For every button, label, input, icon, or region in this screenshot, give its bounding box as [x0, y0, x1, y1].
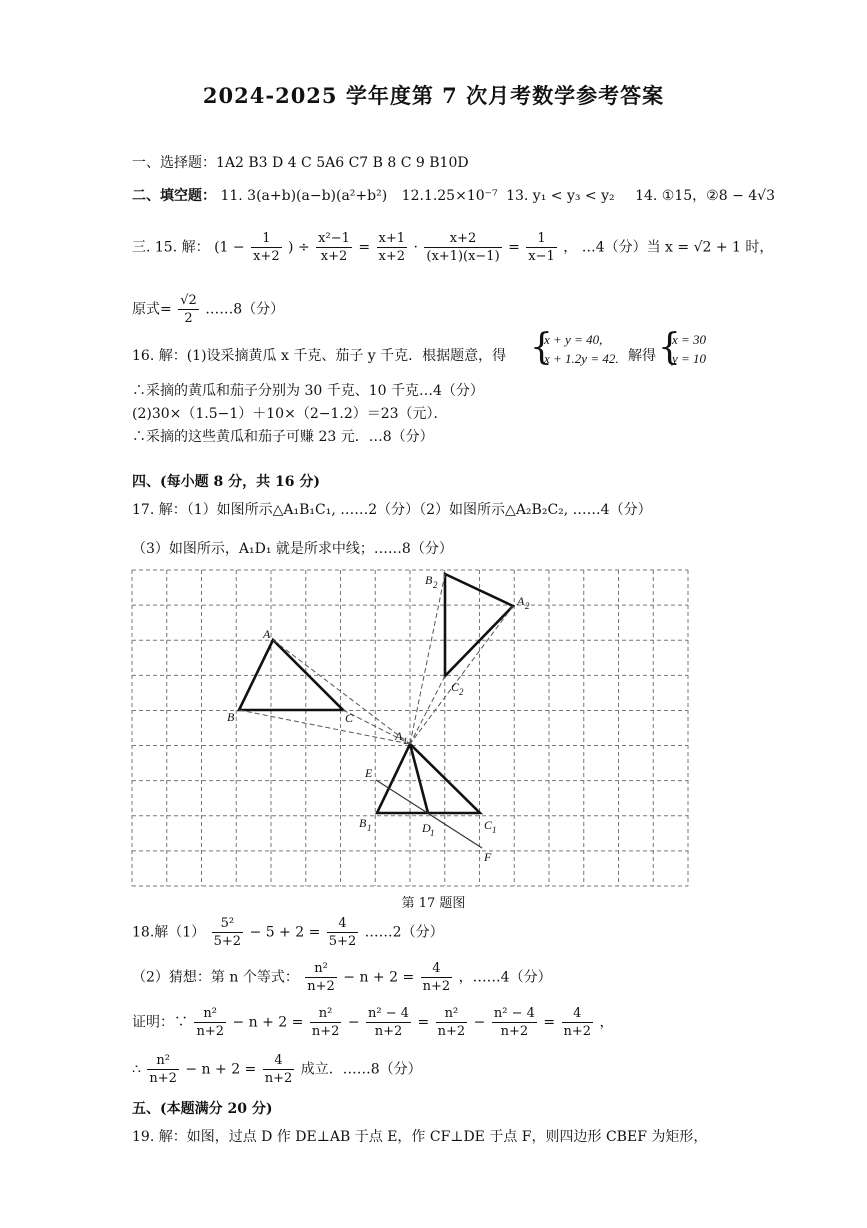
label-b: B — [227, 710, 235, 724]
q15-result — [132, 292, 284, 327]
q18-proof — [132, 1005, 614, 1040]
q15-dot: · — [413, 239, 418, 256]
q15-tail: ， …4（分）当 x = √2 + 1 时， — [563, 239, 774, 256]
q18-conclusion-tail: 成立．……8（分） — [300, 1061, 422, 1078]
q15-fraction-1: $\frac{1}{x+2}$ — [253, 231, 280, 264]
q15-expr-close: ) ÷ — [288, 239, 310, 256]
section-5-header: 五、(本题满分 20 分) — [132, 1101, 273, 1117]
label-b2: B — [425, 573, 433, 587]
q13-answer: 13. y₁ < y₃ < y₂ — [506, 188, 615, 204]
q18-proof-fraction-1: $\frac{\text{n²}}{n+2}$ — [196, 1006, 224, 1039]
label-b2-sub: 2 — [433, 580, 438, 590]
q18-fraction-1: $\frac{\text{5²}}{5+2}$ — [213, 916, 242, 949]
q12-answer: 12.1.25×10⁻⁷ — [401, 188, 498, 204]
page-title: 2024-2025 学年度第 7 次月考数学参考答案 — [202, 83, 665, 108]
q15-fraction-4: $\frac{x+2}{(x+1)(x-1)}$ — [426, 231, 500, 264]
q18-tail-2: ，……4（分） — [458, 969, 552, 986]
label-c1: C — [484, 818, 493, 832]
q18-part-2 — [132, 960, 552, 995]
q16-equation-2: x + 1.2y = 42. — [544, 351, 619, 366]
figure-caption: 第 17 题图 — [401, 896, 466, 911]
q15-label: 三. 15. 解： — [132, 239, 210, 256]
brace-icon: { — [658, 327, 681, 368]
label-a2: A — [517, 594, 525, 608]
construction-lines — [239, 574, 513, 744]
q15-result-tail: ……8（分） — [205, 301, 285, 318]
grid-lines — [132, 570, 688, 886]
q16-system-2 — [658, 327, 707, 368]
multiple-choice-answers: 一、选择题：1A2 B3 D 4 C 5A6 C7 B 8 C 9 B10D — [132, 155, 469, 171]
q15-fraction-3: $\frac{x+1}{x+2}$ — [378, 231, 406, 264]
label-c2: C — [451, 680, 460, 694]
q18-proof-fraction-2: $\frac{\text{n²}}{n+2}$ — [311, 1006, 340, 1039]
brace-icon: { — [530, 327, 553, 368]
q18-proof-fraction-6: $\frac{4}{n+2}$ — [563, 1006, 592, 1039]
section-label: 二、填空题： — [132, 188, 216, 204]
q18-conclusion-mid: − n + 2 = — [185, 1061, 257, 1078]
q18-guess-mid: − n + 2 = — [343, 969, 415, 986]
q18-conclusion-fraction-1: $\frac{\text{n²}}{n+2}$ — [149, 1053, 177, 1086]
q18-proof-tail: ， — [599, 1014, 614, 1031]
q18-conclusion — [132, 1052, 422, 1087]
q16-solution-y: y = 10 — [672, 351, 707, 366]
label-c2-sub: 2 — [459, 687, 464, 697]
q18-part-1 — [132, 915, 444, 950]
q18-proof-label: 证明：∵ — [132, 1014, 188, 1031]
section-4-header: 四、(每小题 8 分，共 16 分) — [132, 474, 320, 490]
q17-line-1: 17. 解：（1）如图所示△A₁B₁C₁, ……2（分）（2）如图所示△A₂B₂C₂, ……4（分） — [132, 502, 652, 518]
q15-equals-1: = — [358, 239, 371, 256]
q16-line-2: ∴采摘的黄瓜和茄子分别为 30 千克、10 千克…4（分） — [132, 383, 484, 399]
triangle-a2b2c2 — [445, 574, 513, 676]
q15-result-label: 原式= — [132, 301, 172, 318]
q15-equals-2: = — [508, 239, 520, 256]
q16-solution-x: x = 30 — [672, 332, 707, 347]
q15-expr-open: (1 − — [214, 239, 245, 256]
q18-fraction-4: $\frac{4}{n+2}$ — [422, 961, 451, 994]
q18-proof-fraction-4: $\frac{\text{n²}}{n+2}$ — [437, 1006, 466, 1039]
q11-answer: 11. 3(a+b)(a−b)(a²+b²) — [220, 188, 388, 204]
q16-line-3: (2)30×（1.5−1）＋10×（2−1.2）＝23（元）． — [132, 406, 448, 422]
label-d1: D — [422, 821, 431, 835]
label-f: F — [484, 850, 492, 864]
label-b1: B — [359, 816, 367, 830]
label-a2-sub: 2 — [525, 601, 530, 611]
triangle-abc — [239, 640, 343, 710]
label-c1-sub: 1 — [492, 825, 497, 835]
q16-solve-label: 解得 — [628, 348, 656, 364]
q18-label: 18.解（1） — [132, 924, 206, 941]
q18-proof-mid: − n + 2 = — [232, 1014, 304, 1031]
q18-guess: （2）猜想：第 n 个等式： — [132, 969, 299, 986]
q18-mid: − 5 + 2 = — [249, 924, 321, 941]
q15-fraction-5: $\frac{1}{x-1}$ — [528, 231, 555, 264]
q17-grid-figure — [130, 568, 690, 888]
q16-system-1 — [530, 327, 619, 368]
label-a1-sub: 1 — [403, 736, 408, 746]
label-a1: A — [395, 729, 403, 743]
q16-equation-1: x + y = 40, — [544, 332, 603, 347]
q17-line-2: （3）如图所示，A₁D₁ 就是所求中线；……8（分） — [132, 541, 453, 557]
label-e: E — [365, 766, 373, 780]
q15-result-fraction: $\frac{√2}{2}$ — [180, 293, 197, 326]
q15-fraction-2: $\frac{\text{x²−1}}{x+2}$ — [318, 231, 350, 264]
therefore-icon: ∴ — [132, 1061, 141, 1078]
q15-solution — [132, 230, 773, 265]
q19-line-1: 19. 解：如图，过点 D 作 DE⊥AB 于点 E，作 CF⊥DE 于点 F，则四边形 CBEF 为矩形， — [132, 1129, 708, 1145]
triangle-a1b1c1 — [377, 744, 480, 813]
q18-proof-equals: = — [417, 1014, 430, 1031]
q18-proof-minus-2: − — [473, 1014, 486, 1031]
q16-line-4: ∴采摘的这些黄瓜和茄子可赚 23 元．…8（分） — [132, 429, 434, 445]
q18-fraction-3: $\frac{\text{n²}}{n+2}$ — [307, 961, 335, 994]
fill-blank-answers — [132, 185, 775, 205]
q18-proof-fraction-5: $\frac{\text{n² − 4}}{n+2}$ — [493, 1006, 535, 1039]
label-c: C — [345, 711, 354, 725]
label-a: A — [263, 627, 271, 641]
label-d1-sub: 1 — [430, 828, 435, 838]
q18-conclusion-fraction-2: $\frac{4}{n+2}$ — [264, 1053, 293, 1086]
q18-proof-minus-1: − — [347, 1014, 360, 1031]
q18-proof-equals-2: = — [543, 1014, 556, 1031]
q16-line-1: 16. 解：(1)设采摘黄瓜 x 千克、茄子 y 千克．根据题意，得 — [132, 348, 507, 364]
q18-fraction-2: $\frac{4}{5+2}$ — [328, 916, 357, 949]
q18-tail-1: ……2（分） — [364, 924, 444, 941]
q14-answer: 14. ①15，②8 − 4√3 — [635, 188, 775, 204]
label-b1-sub: 1 — [367, 823, 372, 833]
q18-proof-fraction-3: $\frac{\text{n² − 4}}{n+2}$ — [368, 1006, 410, 1039]
